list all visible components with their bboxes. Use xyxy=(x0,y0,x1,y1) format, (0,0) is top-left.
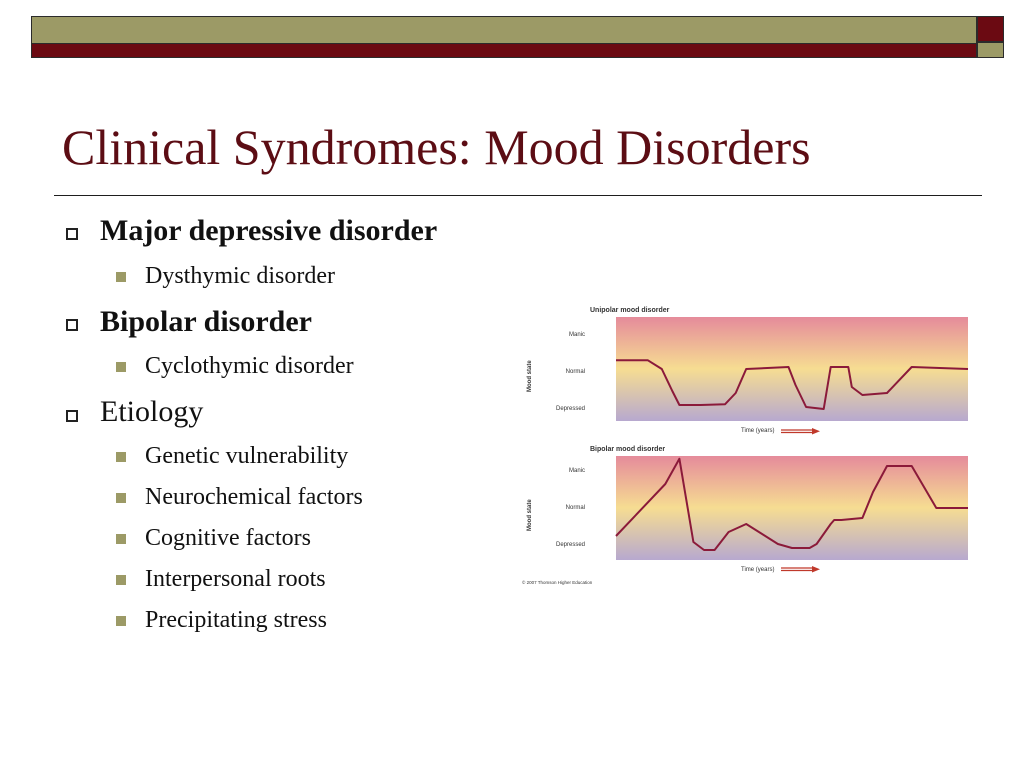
hollow-square-bullet-icon xyxy=(66,228,78,240)
header-decor-square-red xyxy=(977,16,1004,42)
bipolar-level-normal: Normal xyxy=(565,505,585,511)
hollow-square-bullet-icon xyxy=(66,319,78,331)
unipolar-x-axis-label: Time (years) xyxy=(741,428,775,434)
bipolar-chart-title: Bipolar mood disorder xyxy=(590,446,666,453)
filled-square-bullet-icon xyxy=(116,575,126,585)
figure-credit: © 2007 Thomson Higher Education xyxy=(522,580,593,585)
unipolar-chart-title: Unipolar mood disorder xyxy=(590,307,670,314)
header-decor-bar xyxy=(31,16,977,58)
unipolar-time-arrow-icon xyxy=(781,428,820,435)
unipolar-level-normal: Normal xyxy=(565,369,585,375)
unipolar-level-depressed: Depressed xyxy=(555,406,585,412)
filled-square-bullet-icon xyxy=(116,534,126,544)
sub-bullet-cyclothymic: Cyclothymic disorder xyxy=(145,353,354,379)
bullet-etiology: Etiology xyxy=(100,395,204,428)
sub-bullet-cognitive: Cognitive factors xyxy=(145,525,311,551)
header-decor-olive-band xyxy=(32,17,976,44)
sub-bullet-genetic: Genetic vulnerability xyxy=(145,443,349,469)
filled-square-bullet-icon xyxy=(116,493,126,503)
filled-square-bullet-icon xyxy=(116,452,126,462)
bipolar-time-arrow-icon xyxy=(781,566,820,573)
sub-bullet-stress: Precipitating stress xyxy=(145,607,327,633)
mood-disorder-figure xyxy=(515,298,975,590)
sub-bullet-dysthymic: Dysthymic disorder xyxy=(145,263,335,289)
title-divider xyxy=(54,195,982,196)
slide-title: Clinical Syndromes: Mood Disorders xyxy=(62,119,811,175)
bipolar-level-depressed: Depressed xyxy=(555,542,585,548)
bullet-major-depressive: Major depressive disorder xyxy=(100,214,438,247)
unipolar-level-manic: Manic xyxy=(568,332,585,338)
unipolar-y-axis-label: Mood state xyxy=(527,360,533,392)
bipolar-level-manic: Manic xyxy=(568,468,585,474)
bullet-bipolar: Bipolar disorder xyxy=(100,305,312,338)
mood-charts-svg xyxy=(515,298,975,590)
filled-square-bullet-icon xyxy=(116,362,126,372)
filled-square-bullet-icon xyxy=(116,616,126,626)
sub-bullet-interpersonal: Interpersonal roots xyxy=(145,566,326,592)
hollow-square-bullet-icon xyxy=(66,410,78,422)
header-decor-square-olive xyxy=(977,42,1004,58)
unipolar-plot-area xyxy=(616,317,968,421)
filled-square-bullet-icon xyxy=(116,272,126,282)
bipolar-y-axis-label: Mood state xyxy=(527,499,533,531)
sub-bullet-neurochemical: Neurochemical factors xyxy=(145,484,363,510)
bipolar-x-axis-label: Time (years) xyxy=(741,567,775,573)
